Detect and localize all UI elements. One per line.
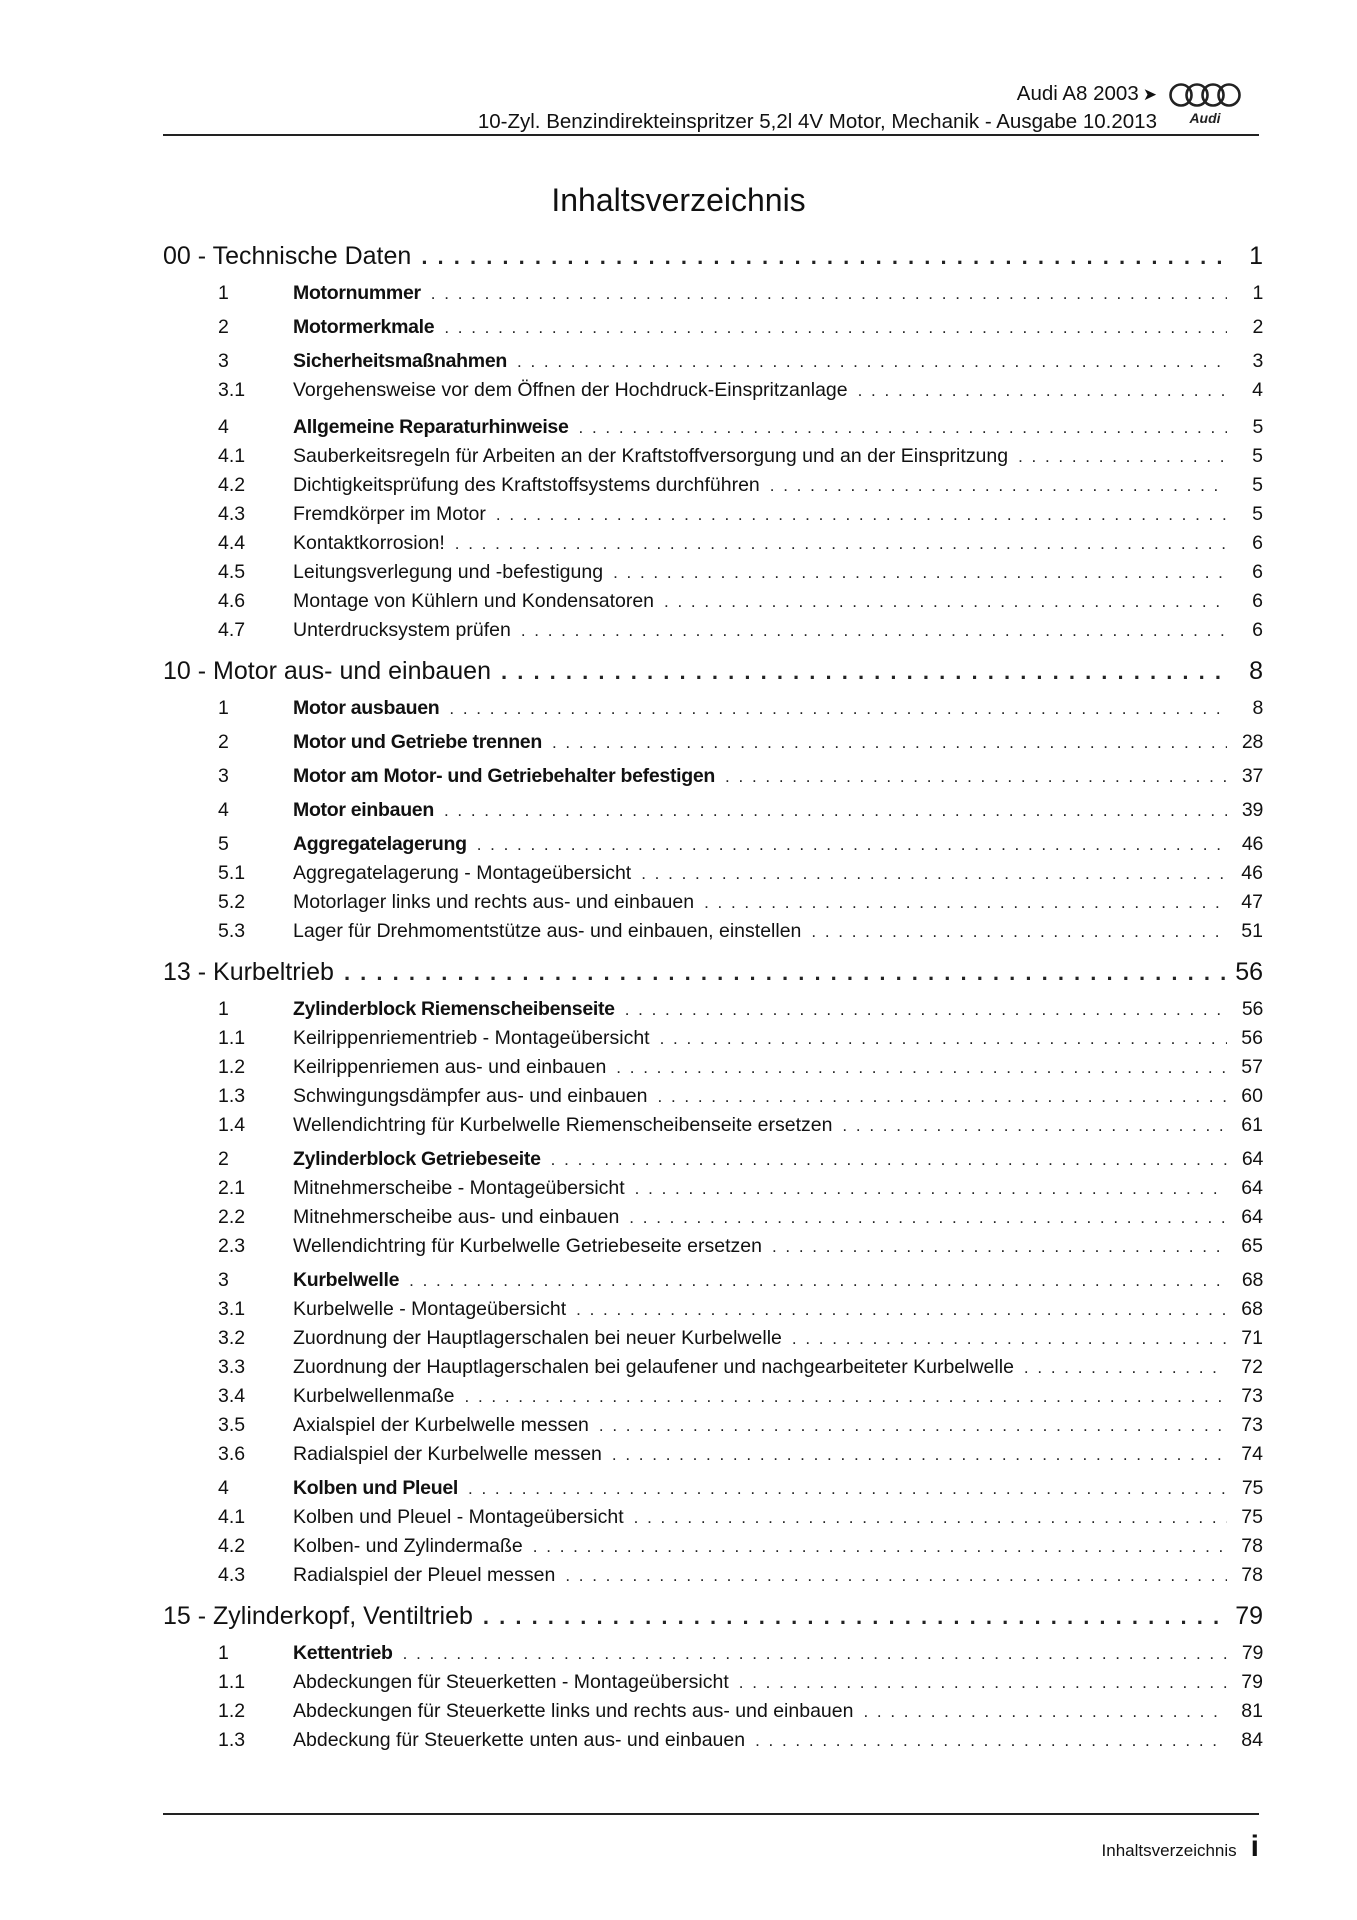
toc-number: 5: [218, 833, 229, 855]
toc-chapter[interactable]: [163, 958, 1263, 987]
page-footer: [1102, 1830, 1259, 1864]
toc-number: 4.1: [218, 1506, 246, 1528]
toc-number: 5.2: [218, 891, 246, 913]
toc-leader-dots: [599, 1416, 1227, 1436]
toc-section[interactable]: [163, 316, 1263, 339]
toc-title: Motor am Motor- und Getriebehalter befestigen: [293, 765, 716, 787]
toc-leader-dots: [755, 1731, 1227, 1751]
toc-title: Abdeckungen für Steuerketten - Montageübersicht: [293, 1671, 729, 1693]
toc-subsection[interactable]: [163, 1085, 1263, 1108]
toc-leader-dots: [772, 1237, 1227, 1257]
toc-leader-dots: [842, 1116, 1227, 1136]
toc-subsection[interactable]: [163, 1027, 1263, 1050]
toc-page-number: 57: [1241, 1056, 1263, 1078]
toc-title: Abdeckungen für Steuerkette links und rechts aus- und einbauen: [293, 1700, 854, 1722]
toc-page-number: 64: [1241, 1206, 1263, 1228]
toc-title: Dichtigkeitsprüfung des Kraftstoffsystems durchführen: [293, 474, 760, 496]
toc-title: Motor ausbauen: [293, 697, 440, 719]
toc-title: Keilrippenriementrieb - Montageübersicht: [293, 1027, 650, 1049]
toc-number: 3: [218, 765, 229, 787]
toc-title: Motor und Getriebe trennen: [293, 731, 542, 753]
toc-page-number: 74: [1241, 1443, 1263, 1465]
toc-page-number: 71: [1241, 1327, 1263, 1349]
toc-number: 3.5: [218, 1414, 246, 1436]
toc-page-number: 61: [1241, 1114, 1263, 1136]
toc-page-number: 51: [1241, 920, 1263, 942]
toc-number: 1: [218, 998, 229, 1020]
toc-leader-dots: [811, 922, 1227, 942]
toc-number: 1.3: [218, 1085, 246, 1107]
toc-title: Axialspiel der Kurbelwelle messen: [293, 1414, 589, 1436]
toc-chapter[interactable]: [163, 1602, 1263, 1631]
toc-number: 2: [218, 731, 229, 753]
toc-subsection[interactable]: [163, 1298, 1263, 1321]
toc-number: 1: [218, 697, 229, 719]
toc-leader-dots: [576, 1300, 1227, 1320]
toc-number: 4: [218, 799, 229, 821]
toc-leader-dots: [444, 801, 1227, 821]
toc-page-number: 6: [1252, 532, 1263, 554]
toc-subsection[interactable]: [163, 561, 1263, 584]
toc-title: Sicherheitsmaßnahmen: [293, 350, 507, 372]
toc-leader-dots: [565, 1566, 1227, 1586]
page-title: Inhaltsverzeichnis: [551, 182, 806, 218]
toc-page-number: 56: [1235, 958, 1263, 986]
toc-title: Allgemeine Reparaturhinweise: [293, 416, 569, 438]
toc-subsection[interactable]: [163, 1700, 1263, 1723]
toc-title: 13 - Kurbeltrieb: [163, 958, 334, 986]
toc-page-number: 37: [1241, 765, 1263, 787]
toc-number: 4.6: [218, 590, 246, 612]
toc-leader-dots: [629, 1208, 1227, 1228]
toc-number: 3: [218, 350, 229, 372]
toc-title: Sauberkeitsregeln für Arbeiten an der Kraftstoffversorgung und an der Einspritzung: [293, 445, 1009, 467]
toc-title: Kurbelwelle - Montageübersicht: [293, 1298, 567, 1320]
toc-number: 1.3: [218, 1729, 246, 1751]
toc-leader-dots: [552, 733, 1227, 753]
toc-leader-dots: [483, 1604, 1225, 1630]
toc-title: Radialspiel der Kurbelwelle messen: [293, 1443, 602, 1465]
toc-leader-dots: [770, 476, 1227, 496]
logo-wordmark: Audi: [1189, 110, 1221, 126]
toc-number: 3: [218, 1269, 229, 1291]
toc-title: Motor einbauen: [293, 799, 434, 821]
toc-title: Aggregatelagerung - Montageübersicht: [293, 862, 632, 884]
toc-number: 1.2: [218, 1056, 246, 1078]
toc-number: 2.1: [218, 1177, 246, 1199]
toc-subsection[interactable]: [163, 1535, 1263, 1558]
toc-title: 15 - Zylinderkopf, Ventiltrieb: [163, 1602, 473, 1630]
toc-page-number: 64: [1241, 1148, 1263, 1170]
toc-number: 3.4: [218, 1385, 246, 1407]
toc-number: 4.1: [218, 445, 246, 467]
toc-page-number: 6: [1252, 619, 1263, 641]
toc-title: Wellendichtring für Kurbelwelle Getriebeseite ersetzen: [293, 1235, 762, 1257]
toc-leader-dots: [664, 592, 1227, 612]
toc-title: 00 - Technische Daten: [163, 242, 412, 270]
toc-page-number: 56: [1241, 998, 1263, 1020]
toc-page-number: 75: [1241, 1506, 1263, 1528]
toc-number: 3.2: [218, 1327, 246, 1349]
toc-page-number: 72: [1241, 1356, 1263, 1378]
toc-leader-dots: [517, 352, 1227, 372]
toc-subsection[interactable]: [163, 1235, 1263, 1258]
toc-page-number: 79: [1235, 1602, 1263, 1630]
toc-page-number: 6: [1252, 590, 1263, 612]
toc-section[interactable]: [163, 350, 1263, 373]
toc-number: 4.5: [218, 561, 246, 583]
toc-page-number: 65: [1241, 1235, 1263, 1257]
toc-subsection[interactable]: [163, 1327, 1263, 1350]
toc-number: 3.1: [218, 379, 246, 401]
toc-subsection[interactable]: [163, 590, 1263, 613]
toc-leader-dots: [613, 563, 1227, 583]
toc-title: Lager für Drehmomentstütze aus- und einbauen, einstellen: [293, 920, 802, 942]
toc-subsection[interactable]: [163, 1564, 1263, 1587]
toc-subsection[interactable]: [163, 1729, 1263, 1752]
toc-subsection[interactable]: [163, 379, 1263, 402]
toc-leader-dots: [739, 1673, 1227, 1693]
toc-title: Zylinderblock Riemenscheibenseite: [293, 998, 615, 1020]
toc-leader-dots: [579, 418, 1227, 438]
toc-title: Mitnehmerscheibe aus- und einbauen: [293, 1206, 620, 1228]
toc-number: 4.2: [218, 474, 246, 496]
toc-leader-dots: [704, 893, 1227, 913]
toc-number: 4.2: [218, 1535, 246, 1557]
toc-leader-dots: [496, 505, 1227, 525]
toc-leader-dots: [409, 1271, 1227, 1291]
toc-page-number: 8: [1252, 697, 1263, 719]
toc-number: 1.1: [218, 1027, 246, 1049]
toc-chapter[interactable]: [163, 657, 1263, 686]
toc-page-number: 1: [1252, 282, 1263, 304]
toc-title: Keilrippenriemen aus- und einbauen: [293, 1056, 607, 1078]
toc-leader-dots: [641, 864, 1227, 884]
toc-leader-dots: [635, 1179, 1227, 1199]
toc-subsection[interactable]: [163, 619, 1263, 642]
toc-page-number: 28: [1241, 731, 1263, 753]
toc-leader-dots: [658, 1087, 1228, 1107]
toc-number: 1: [218, 1642, 229, 1664]
toc-number: 4.4: [218, 532, 246, 554]
toc-page-number: 6: [1252, 561, 1263, 583]
toc-subsection[interactable]: [163, 503, 1263, 526]
toc-leader-dots: [444, 318, 1227, 338]
toc-number: 2: [218, 1148, 229, 1170]
toc-title: Kurbelwelle: [293, 1269, 400, 1291]
toc-title: Kolben- und Zylindermaße: [293, 1535, 523, 1557]
toc-leader-dots: [612, 1445, 1227, 1465]
toc-number: 4.3: [218, 1564, 246, 1586]
toc-page-number: 75: [1241, 1477, 1263, 1499]
toc-number: 5.3: [218, 920, 246, 942]
toc-leader-dots: [863, 1702, 1227, 1722]
toc-number: 4: [218, 416, 229, 438]
toc-subsection[interactable]: [163, 862, 1263, 885]
toc-leader-dots: [403, 1644, 1227, 1664]
toc-title: Radialspiel der Pleuel messen: [293, 1564, 556, 1586]
toc-leader-dots: [725, 767, 1227, 787]
toc-section[interactable]: [163, 697, 1263, 720]
toc-page-number: 73: [1241, 1385, 1263, 1407]
toc-page-number: 81: [1241, 1700, 1263, 1722]
toc-number: 3.1: [218, 1298, 246, 1320]
toc-subsection[interactable]: [163, 920, 1263, 943]
toc-title: Kettentrieb: [293, 1642, 393, 1664]
toc-leader-dots: [792, 1329, 1227, 1349]
toc-leader-dots: [477, 835, 1227, 855]
toc-leader-dots: [1024, 1358, 1227, 1378]
toc-title: Zylinderblock Getriebeseite: [293, 1148, 541, 1170]
toc-page-number: 60: [1241, 1085, 1263, 1107]
toc-section[interactable]: [163, 1148, 1263, 1171]
toc-leader-dots: [660, 1029, 1227, 1049]
toc-page-number: 56: [1241, 1027, 1263, 1049]
toc-leader-dots: [344, 960, 1225, 986]
toc-page-number: 46: [1241, 833, 1263, 855]
toc-title: Abdeckung für Steuerkette unten aus- und einbauen: [293, 1729, 746, 1751]
toc-leader-dots: [533, 1537, 1227, 1557]
toc-subsection[interactable]: [163, 1506, 1263, 1529]
toc-page-number: 73: [1241, 1414, 1263, 1436]
footer-divider: [163, 1813, 1259, 1815]
toc-title: Aggregatelagerung: [293, 833, 467, 855]
toc-number: 1.2: [218, 1700, 246, 1722]
toc-title: Montage von Kühlern und Kondensatoren: [293, 590, 655, 612]
arrow-right-icon: ➤: [1142, 85, 1157, 104]
toc-leader-dots: [501, 659, 1227, 685]
toc-section[interactable]: [163, 1269, 1263, 1292]
toc-page-number: 47: [1241, 891, 1263, 913]
toc-leader-dots: [625, 1000, 1227, 1020]
toc-title: Schwingungsdämpfer aus- und einbauen: [293, 1085, 648, 1107]
toc-number: 5.1: [218, 862, 246, 884]
toc-subsection[interactable]: [163, 1356, 1263, 1379]
toc-subsection[interactable]: [163, 532, 1263, 555]
toc-page-number: 79: [1241, 1671, 1263, 1693]
toc-section[interactable]: [163, 799, 1263, 822]
toc-title: Motormerkmale: [293, 316, 435, 338]
toc-subsection[interactable]: [163, 1414, 1263, 1437]
toc-section[interactable]: [163, 1642, 1263, 1665]
toc-title: Mitnehmerscheibe - Montageübersicht: [293, 1177, 625, 1199]
toc-title: Kolben und Pleuel - Montageübersicht: [293, 1506, 624, 1528]
toc-title: Motorlager links und rechts aus- und einbauen: [293, 891, 695, 913]
toc-number: 4.3: [218, 503, 246, 525]
toc-leader-dots: [455, 534, 1227, 554]
toc-page-number: 68: [1241, 1298, 1263, 1320]
toc-number: 1: [218, 282, 229, 304]
toc-page-number: 8: [1249, 657, 1263, 685]
toc-subsection[interactable]: [163, 1056, 1263, 1079]
toc-leader-dots: [634, 1508, 1227, 1528]
toc-page-number: 2: [1252, 316, 1263, 338]
toc-section[interactable]: [163, 1477, 1263, 1500]
toc-leader-dots: [421, 244, 1227, 270]
toc-subsection[interactable]: [163, 445, 1263, 468]
toc-page-number: 1: [1249, 242, 1263, 270]
toc-number: 4.7: [218, 619, 246, 641]
header-subtitle: 10-Zyl. Benzindirekteinspritzer 5,2l 4V Motor, Mechanik - Ausgabe 10.2013: [477, 110, 1157, 133]
toc-title: Unterdrucksystem prüfen: [293, 619, 511, 641]
footer-label: Inhaltsverzeichnis: [1101, 1841, 1237, 1860]
toc-section[interactable]: [163, 765, 1263, 788]
toc-title: Zuordnung der Hauptlagerschalen bei gelaufener und nachgearbeiteter Kurbelwelle: [293, 1356, 1014, 1378]
toc-number: 2.2: [218, 1206, 246, 1228]
toc-subsection[interactable]: [163, 1443, 1263, 1466]
toc-section[interactable]: [163, 998, 1263, 1021]
toc-leader-dots: [465, 1387, 1228, 1407]
toc-leader-dots: [551, 1150, 1227, 1170]
toc-section[interactable]: [163, 416, 1263, 439]
toc-title: 10 - Motor aus- und einbauen: [163, 657, 491, 685]
toc-page-number: 39: [1241, 799, 1263, 821]
toc-title: Kurbelwellenmaße: [293, 1385, 455, 1407]
toc-number: 2: [218, 316, 229, 338]
footer-page-number: i: [1250, 1830, 1259, 1863]
toc-subsection[interactable]: [163, 1206, 1263, 1229]
toc-leader-dots: [468, 1479, 1227, 1499]
toc-page-number: 5: [1252, 416, 1263, 438]
toc-leader-dots: [1018, 447, 1227, 467]
toc-title: Motornummer: [293, 282, 421, 304]
toc-number: 3.3: [218, 1356, 246, 1378]
toc-title: Vorgehensweise vor dem Öffnen der Hochdruck-Einspritzanlage: [293, 379, 848, 401]
toc-page-number: 46: [1241, 862, 1263, 884]
toc-subsection[interactable]: [163, 1385, 1263, 1408]
toc-subsection[interactable]: [163, 1671, 1263, 1694]
toc-chapter[interactable]: [163, 242, 1263, 271]
toc-number: 4: [218, 1477, 229, 1499]
toc-leader-dots: [449, 699, 1227, 719]
toc-leader-dots: [431, 284, 1227, 304]
toc-page-number: 5: [1252, 445, 1263, 467]
toc-leader-dots: [616, 1058, 1227, 1078]
toc-page-number: 84: [1241, 1729, 1263, 1751]
toc-page-number: 4: [1252, 379, 1263, 401]
toc-page-number: 3: [1252, 350, 1263, 372]
toc-section[interactable]: [163, 282, 1263, 305]
toc-number: 1.1: [218, 1671, 246, 1693]
toc-subsection[interactable]: [163, 474, 1263, 497]
toc-number: 2.3: [218, 1235, 246, 1257]
toc-title: Fremdkörper im Motor: [293, 503, 486, 525]
toc-title: Leitungsverlegung und -befestigung: [293, 561, 604, 583]
toc-title: Zuordnung der Hauptlagerschalen bei neuer Kurbelwelle: [293, 1327, 782, 1349]
toc-page-number: 78: [1241, 1564, 1263, 1586]
toc-page-number: 79: [1241, 1642, 1263, 1664]
toc-title: Kontaktkorrosion!: [293, 532, 445, 554]
toc-subsection[interactable]: [163, 1177, 1263, 1200]
toc-page-number: 64: [1241, 1177, 1263, 1199]
toc-page-number: 68: [1241, 1269, 1263, 1291]
toc-title: Wellendichtring für Kurbelwelle Riemenscheibenseite ersetzen: [293, 1114, 833, 1136]
toc-number: 3.6: [218, 1443, 246, 1465]
toc-page-number: 78: [1241, 1535, 1263, 1557]
toc-subsection[interactable]: [163, 891, 1263, 914]
toc-page-number: 5: [1252, 474, 1263, 496]
header-model: Audi A8 2003: [1016, 82, 1139, 105]
toc-number: 1.4: [218, 1114, 246, 1136]
toc-title: Kolben und Pleuel: [293, 1477, 458, 1499]
toc-page-number: 5: [1252, 503, 1263, 525]
toc-section[interactable]: [163, 833, 1263, 856]
toc-section[interactable]: [163, 731, 1263, 754]
toc-leader-dots: [521, 621, 1227, 641]
toc-subsection[interactable]: [163, 1114, 1263, 1137]
toc-leader-dots: [858, 381, 1227, 401]
